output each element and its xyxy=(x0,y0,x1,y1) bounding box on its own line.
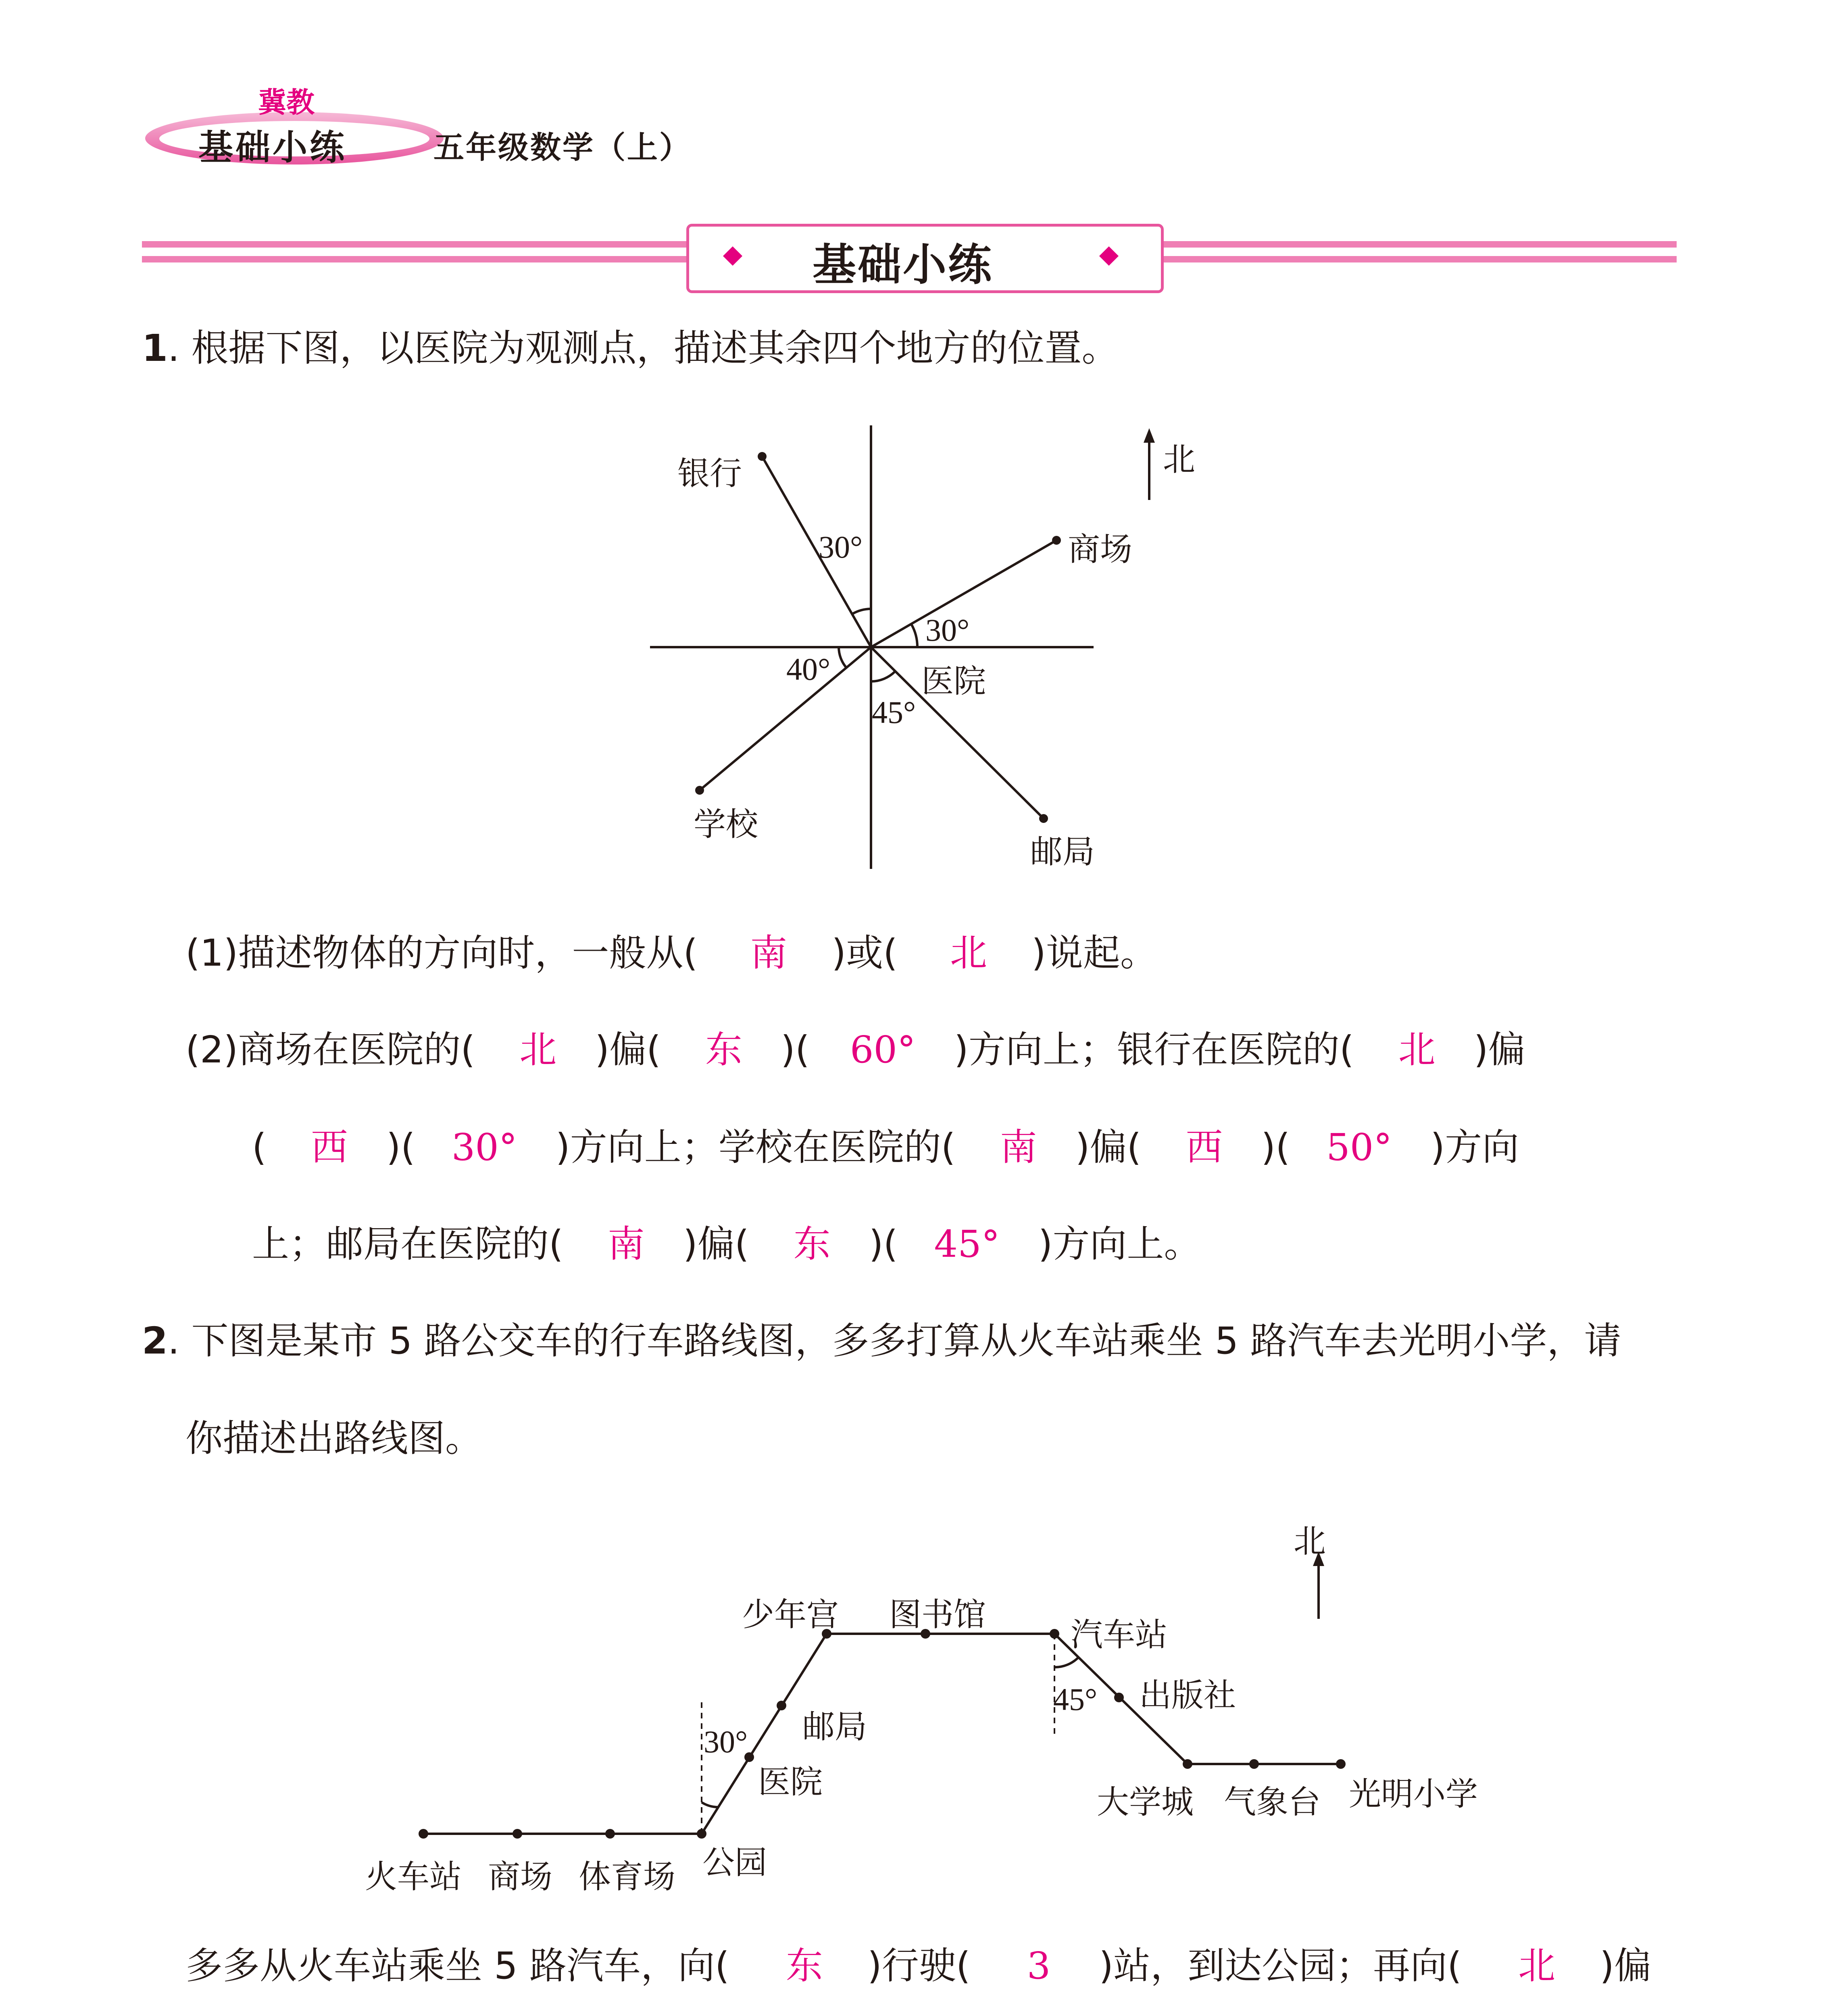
q2-answer-text-1: 多多从火车站乘坐 5 路汽车，向( xyxy=(185,1944,729,1987)
q1-sub2-answer-6: 30° xyxy=(451,1126,517,1169)
q1-sub2-text-13: )偏( xyxy=(683,1223,749,1266)
q1-angle-mall: 30° xyxy=(925,612,970,648)
q1-sub1-suffix: )说起。 xyxy=(1031,931,1157,975)
q1-sub2-text-3: )( xyxy=(781,1028,810,1071)
q1-angle-bank: 30° xyxy=(819,529,863,564)
q1-sub2-text-9: )偏( xyxy=(1075,1126,1142,1169)
q1-sub2-answer-8: 西 xyxy=(1186,1126,1223,1169)
q2-label-park: 公园 xyxy=(702,1844,767,1881)
q1-sub2-text-1: (2)商场在医院的( xyxy=(185,1028,475,1071)
q1-sub2-answer-2: 东 xyxy=(705,1028,743,1071)
q1-sub1-prefix: (1)描述物体的方向时，一般从( xyxy=(185,931,698,975)
q2-label-youth: 少年宫 xyxy=(742,1596,839,1633)
q2-label-hospital: 医院 xyxy=(758,1763,823,1801)
q2-label-school: 光明小学 xyxy=(1349,1775,1478,1813)
q1-sub2-text-12: 上；邮局在医院的( xyxy=(252,1223,563,1266)
header-series: 冀教 xyxy=(258,86,315,119)
q1-sub2-answer-7: 南 xyxy=(1000,1126,1037,1169)
q2-label-weather: 气象台 xyxy=(1224,1783,1321,1821)
q2-north-label: 北 xyxy=(1294,1522,1326,1560)
q1-angle-school: 40° xyxy=(786,652,831,687)
q2-label-mall: 商场 xyxy=(488,1858,552,1895)
q1-sub2-text-8: )方向上；学校在医院的( xyxy=(555,1126,956,1169)
q1-sub2-answer-1: 北 xyxy=(519,1028,557,1071)
q2-prompt-line2: 你描述出路线图。 xyxy=(185,1417,483,1460)
q2-label-press: 出版社 xyxy=(1139,1677,1236,1714)
q1-sub2-text-2: )偏( xyxy=(595,1028,661,1071)
q1-sub2-answer-12: 45° xyxy=(934,1223,1000,1266)
q1-sub2-text-7: )( xyxy=(386,1126,415,1169)
q1-sub1-answer-1: 南 xyxy=(750,931,788,975)
q2-answer-2: 3 xyxy=(1027,1944,1051,1987)
q1-sub2-answer-11: 东 xyxy=(793,1223,831,1266)
q1-sub2-text-6: ( xyxy=(252,1126,267,1169)
q2-answer-1: 东 xyxy=(785,1944,823,1987)
q1-sub2-text-11: )方向 xyxy=(1430,1126,1519,1169)
q1-sub1-answer-2: 北 xyxy=(950,931,988,975)
q2-label-train: 火车站 xyxy=(365,1858,462,1895)
q2-label-stadium: 体育场 xyxy=(579,1858,675,1895)
q1-sub2-text-4: )方向上；银行在医院的( xyxy=(954,1028,1354,1071)
q2-label-post: 邮局 xyxy=(802,1708,867,1745)
q1-sub2-text-15: )方向上。 xyxy=(1038,1223,1201,1266)
section-title: 基础小练 xyxy=(813,240,994,290)
q2-prompt-text-1: . 下图是某市 5 路公交车的行车路线图，多多打算从火车站乘坐 5 路汽车去光明小学，请 xyxy=(168,1319,1621,1362)
q1-label-hospital: 医院 xyxy=(921,662,986,700)
q1-sub2-text-14: )( xyxy=(869,1223,898,1266)
q1-sub2-answer-9: 50° xyxy=(1326,1126,1392,1169)
q2-answer-text-3: )站，到达公园；再向( xyxy=(1099,1944,1462,1987)
q1-sub2-answer-3: 60° xyxy=(850,1028,916,1071)
q1-sub2-text-10: )( xyxy=(1261,1126,1290,1169)
q1-label-bank: 银行 xyxy=(677,455,742,492)
q2-answer-text-2: )行驶( xyxy=(867,1944,971,1987)
q1-sub2-answer-10: 南 xyxy=(607,1223,645,1266)
q2-number: 2 xyxy=(142,1319,168,1362)
q2-angle-bus: 45° xyxy=(1053,1682,1098,1717)
q1-sub2-text-5: )偏 xyxy=(1473,1028,1525,1071)
header-grade-subject: 五年级数学（上） xyxy=(433,129,692,165)
q1-label-mall: 商场 xyxy=(1068,531,1132,568)
q1-sub2-answer-5: 西 xyxy=(310,1126,348,1169)
q2-angle-park: 30° xyxy=(704,1724,748,1759)
q2-label-library: 图书馆 xyxy=(889,1596,986,1633)
q1-number: 1 xyxy=(142,327,168,370)
q1-sub2-answer-4: 北 xyxy=(1398,1028,1436,1071)
q1-label-school: 学校 xyxy=(694,806,758,843)
q2-answer-text-4: )偏 xyxy=(1600,1944,1651,1987)
q1-sub1-mid: )或( xyxy=(831,931,898,975)
q1-prompt-text: . 根据下图，以医院为观测点，描述其余四个地方的位置。 xyxy=(168,327,1119,370)
header-book-title: 基础小练 xyxy=(198,127,347,168)
q1-north-label: 北 xyxy=(1163,441,1195,478)
q1-label-post: 邮局 xyxy=(1030,833,1095,871)
q2-label-bus: 汽车站 xyxy=(1071,1616,1167,1654)
q1-angle-post: 45° xyxy=(872,695,916,730)
q2-label-univ: 大学城 xyxy=(1097,1783,1194,1821)
q2-answer-3: 北 xyxy=(1518,1944,1556,1987)
